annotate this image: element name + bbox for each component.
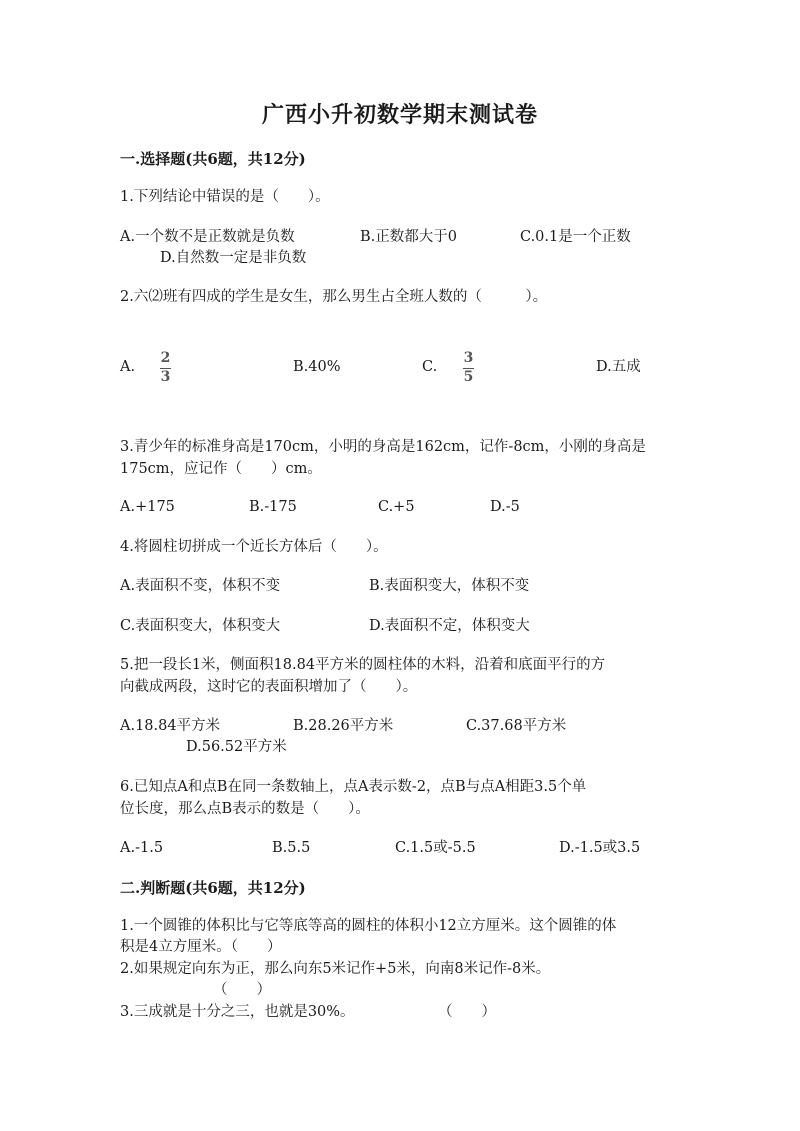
question-6-option-b: B.5.5: [272, 840, 311, 856]
question-3-stem-line-2: 175cm，应记作（ ）cm。: [120, 461, 322, 477]
fraction-numerator: 3: [463, 350, 474, 366]
question-6-option-a: A.-1.5: [120, 840, 164, 856]
question-6-stem-line-2: 位长度，那么点B表示的数是（ ）。: [120, 801, 370, 817]
question-4-option-b: B.表面积变大，体积不变: [369, 578, 530, 594]
question-2-stem: 2.六⑵班有四成的学生是女生，那么男生占全班人数的（ ）。: [120, 289, 548, 305]
fraction-numerator: 2: [160, 350, 171, 366]
question-3-option-b: B.-175: [249, 499, 297, 515]
question-1-stem: 1.下列结论中错误的是（ ）。: [120, 189, 330, 205]
question-3-option-d: D.-5: [490, 499, 520, 515]
fraction-denominator: 5: [463, 369, 474, 385]
question-3-option-c: C.+5: [378, 499, 415, 515]
question-2-option-a-fraction: [160, 351, 171, 385]
question-5-option-d: D.56.52平方米: [186, 739, 287, 755]
question-4-option-c: C.表面积变大，体积变大: [120, 618, 281, 634]
question-5-option-b: B.28.26平方米: [293, 718, 394, 734]
question-1-option-b: B.正数都大于0: [360, 229, 457, 245]
question-2-option-a-label: A.: [120, 359, 136, 375]
question-2-option-c-fraction: [463, 351, 474, 385]
fraction-denominator: 3: [160, 369, 171, 385]
judgment-2-answer-blank: （ ）: [213, 982, 271, 998]
question-5-option-c: C.37.68平方米: [466, 718, 567, 734]
section-heading-choice: 一.选择题(共6题，共12分): [120, 150, 306, 168]
question-1-option-d: D.自然数一定是非负数: [160, 250, 307, 266]
question-3-stem-line-1: 3.青少年的标准身高是170cm，小明的身高是162cm，记作-8cm，小刚的身高是: [120, 439, 646, 455]
question-5-stem-line-2: 向截成两段，这时它的表面积增加了（ ）。: [120, 679, 418, 695]
question-5-stem-line-1: 5.把一段长1米，侧面积18.84平方米的圆柱体的木料，沿着和底面平行的方: [120, 657, 606, 673]
page-title: 广西小升初数学期末测试卷: [261, 102, 538, 128]
question-1-option-a: A.一个数不是正数就是负数: [120, 229, 295, 245]
question-6-option-d: D.-1.5或3.5: [559, 840, 641, 856]
question-4-stem: 4.将圆柱切拼成一个近长方体后（ ）。: [120, 539, 388, 555]
question-2-option-b: B.40%: [293, 359, 341, 375]
question-4-option-a: A.表面积不变，体积不变: [120, 578, 281, 594]
question-2-option-d: D.五成: [596, 359, 641, 375]
question-5-option-a: A.18.84平方米: [120, 718, 221, 734]
section-heading-judgment: 二.判断题(共6题，共12分): [120, 879, 306, 897]
judgment-3-answer-blank: （ ）: [438, 1004, 496, 1020]
question-2-option-c-label: C.: [422, 359, 438, 375]
judgment-3-line-1: 3.三成就是十分之三，也就是30%。: [120, 1004, 355, 1020]
question-6-stem-line-1: 6.已知点A和点B在同一条数轴上，点A表示数-2，点B与点A相距3.5个单: [120, 779, 587, 795]
question-3-option-a: A.+175: [120, 499, 175, 515]
question-1-option-c: C.0.1是一个正数: [520, 229, 631, 245]
judgment-2-line-1: 2.如果规定向东为正，那么向东5米记作+5米，向南8米记作-8米。: [120, 961, 551, 977]
question-4-option-d: D.表面积不定，体积变大: [369, 618, 530, 634]
judgment-1-line-2: 积是4立方厘米。（ ）: [120, 939, 282, 955]
judgment-1-line-1: 1.一个圆锥的体积比与它等底等高的圆柱的体积小12立方厘米。这个圆锥的体: [120, 918, 617, 934]
question-6-option-c: C.1.5或-5.5: [395, 840, 476, 856]
